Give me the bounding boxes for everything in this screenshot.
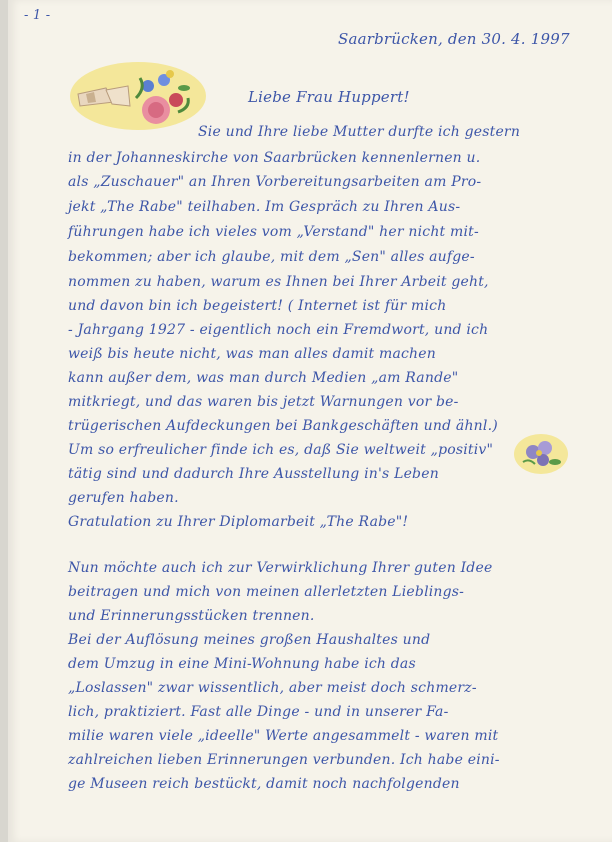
rose-bouquet-sticker (66, 58, 206, 134)
body-line: beitragen und mich von meinen allerletzten Lieblings- (68, 584, 465, 600)
body-line: Gratulation zu Ihrer Diplomarbeit „The Rabe"! (68, 514, 409, 530)
body-line: und Erinnerungsstücken trennen. (68, 608, 315, 624)
body-line: jekt „The Rabe" teilhaben. Im Gespräch zu Ihren Aus- (68, 199, 461, 215)
body-line: zahlreichen lieben Erinnerungen verbunden. Ich habe eini- (68, 752, 500, 768)
body-line: nommen zu haben, warum es Ihnen bei Ihrer Arbeit geht, (68, 274, 489, 290)
body-line: Nun möchte auch ich zur Verwirklichung Ihrer guten Idee (68, 560, 493, 576)
date-line: Saarbrücken, den 30. 4. 1997 (338, 30, 570, 48)
body-line: - Jahrgang 1927 - eigentlich noch ein Fremdwort, und ich (68, 322, 489, 338)
body-line: tätig sind und dadurch Ihre Ausstellung in's Leben (68, 466, 439, 482)
body-line: kann außer dem, was man durch Medien „am Rande" (68, 370, 459, 386)
letter-page (8, 0, 612, 842)
page-number: - 1 - (24, 8, 51, 23)
body-line: bekommen; aber ich glaube, mit dem „Sen" alles aufge- (68, 249, 475, 265)
body-line: mitkriegt, und das waren bis jetzt Warnungen vor be- (68, 394, 459, 410)
body-line: ge Museen reich bestückt, damit noch nachfolgenden (68, 776, 460, 792)
body-line: als „Zuschauer" an Ihren Vorbereitungsarbeiten am Pro- (68, 174, 482, 190)
body-line: in der Johanneskirche von Saarbrücken kennenlernen u. (68, 150, 481, 166)
body-line: trügerischen Aufdeckungen bei Bankgeschäften und ähnl.) (68, 418, 498, 434)
body-line: Sie und Ihre liebe Mutter durfte ich gestern (198, 124, 521, 140)
body-line: Bei der Auflösung meines großen Haushaltes und (68, 632, 431, 648)
body-line: dem Umzug in eine Mini-Wohnung habe ich das (68, 656, 416, 672)
body-line: „Loslassen" zwar wissentlich, aber meist doch schmerz- (68, 680, 477, 696)
body-line: gerufen haben. (68, 490, 179, 506)
body-line: milie waren viele „ideelle" Werte angesammelt - waren mit (68, 728, 499, 744)
body-line: Um so erfreulicher finde ich es, daß Sie weltweit „positiv" (68, 442, 494, 458)
body-line: lich, praktiziert. Fast alle Dinge - und in unserer Fa- (68, 704, 449, 720)
salutation: Liebe Frau Huppert! (248, 88, 410, 106)
body-line: und davon bin ich begeistert! ( Internet ist für mich (68, 298, 447, 314)
violet-flower-sticker (513, 432, 569, 476)
body-line: weiß bis heute nicht, was man alles damit machen (68, 346, 436, 362)
body-line: führungen habe ich vieles vom „Verstand" her nicht mit- (68, 224, 479, 240)
